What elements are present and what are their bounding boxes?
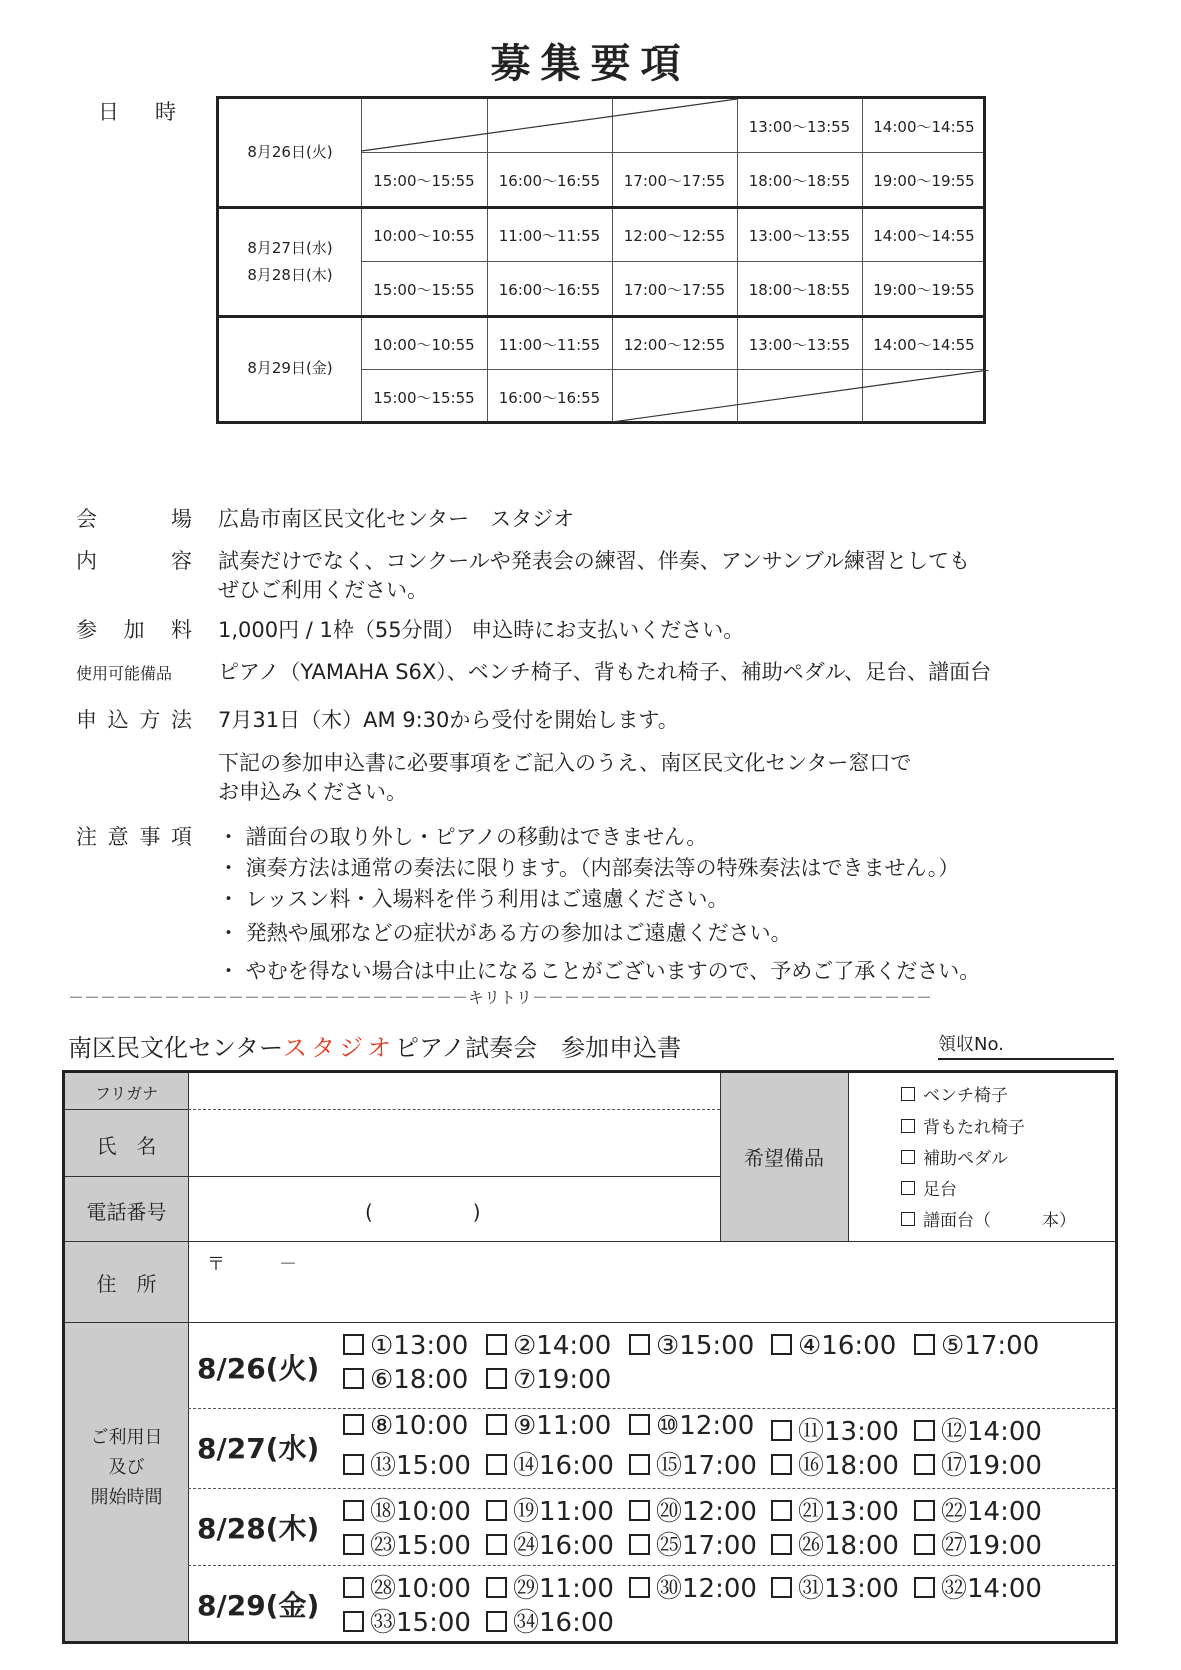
time-slot-option[interactable] xyxy=(629,1411,754,1441)
time-slot-label: ③15:00 xyxy=(656,1331,755,1361)
checkbox-icon[interactable] xyxy=(629,1334,650,1355)
checkbox-icon[interactable] xyxy=(343,1368,364,1389)
equipment-option[interactable] xyxy=(901,1144,1008,1169)
time-slot: 10:00〜10:55 xyxy=(373,336,475,354)
time-slot-option[interactable] xyxy=(771,1411,899,1448)
name-input[interactable] xyxy=(189,1110,719,1175)
equipment-request-label: 希望備品 xyxy=(744,1146,824,1170)
time-slot-label: ㉙11:00 xyxy=(513,1574,614,1604)
time-slot: 11:00〜11:55 xyxy=(498,227,601,245)
time-slot-label: ⑱10:00 xyxy=(370,1497,471,1527)
form-title-highlight: スタジオ xyxy=(283,1034,396,1062)
time-slot-label: ⑦19:00 xyxy=(513,1365,612,1395)
checkbox-icon[interactable] xyxy=(771,1454,792,1475)
checkbox-icon[interactable] xyxy=(343,1534,364,1555)
time-slot-label: ㉕17:00 xyxy=(656,1531,757,1561)
divider xyxy=(65,1322,1115,1323)
divider xyxy=(188,1408,1115,1409)
note-item: ・ 譜面台の取り外し・ピアノの移動はできません。 xyxy=(218,825,708,849)
receipt-number-field[interactable]: 領収No. xyxy=(938,1030,1114,1060)
time-slot-option[interactable] xyxy=(343,1525,471,1562)
time-slot: 16:00〜16:55 xyxy=(498,172,601,190)
checkbox-icon[interactable] xyxy=(901,1181,915,1195)
checkbox-icon[interactable] xyxy=(771,1577,792,1598)
time-slot: 15:00〜15:55 xyxy=(373,172,475,190)
form-day-label: 8/27(水) xyxy=(197,1432,320,1465)
checkbox-icon[interactable] xyxy=(771,1334,792,1355)
schedule-date: 8月27日(水) xyxy=(247,239,333,257)
time-slot: 17:00〜17:55 xyxy=(623,281,726,299)
checkbox-icon[interactable] xyxy=(486,1577,507,1598)
checkbox-icon[interactable] xyxy=(629,1454,650,1475)
time-slot-label: ⑬15:00 xyxy=(370,1451,471,1481)
checkbox-icon[interactable] xyxy=(771,1534,792,1555)
time-slot-label: ⑫14:00 xyxy=(941,1417,1042,1447)
time-slot: 19:00〜19:55 xyxy=(873,172,975,190)
schedule-table xyxy=(216,96,986,424)
time-slot-option[interactable] xyxy=(343,1411,468,1441)
time-slot-option[interactable] xyxy=(771,1445,899,1482)
time-slot: 16:00〜16:55 xyxy=(498,281,601,299)
time-slot: 18:00〜18:55 xyxy=(748,172,851,190)
checkbox-icon[interactable] xyxy=(486,1368,507,1389)
time-slot: 17:00〜17:55 xyxy=(623,172,726,190)
time-slot: 12:00〜12:55 xyxy=(623,336,726,354)
equipment-option-label: 補助ペダル xyxy=(923,1149,1008,1169)
equipment-label: 使用可能備品 xyxy=(76,664,173,683)
time-slot-option[interactable] xyxy=(771,1525,899,1562)
time-slot: 14:00〜14:55 xyxy=(873,118,975,136)
time-slot-option[interactable] xyxy=(914,1445,1042,1482)
page-title: 募集要項 xyxy=(490,41,691,87)
time-slot-label: ⑰19:00 xyxy=(941,1451,1042,1481)
checkbox-icon[interactable] xyxy=(343,1414,364,1435)
time-slot-label: ㉚12:00 xyxy=(656,1574,757,1604)
time-slot-label: ⑨11:00 xyxy=(513,1411,612,1441)
checkbox-icon[interactable] xyxy=(914,1577,935,1598)
equipment-option[interactable] xyxy=(901,1113,1025,1138)
time-slot: 10:00〜10:55 xyxy=(373,227,475,245)
time-slot-option[interactable] xyxy=(771,1568,899,1605)
time-slot: 12:00〜12:55 xyxy=(623,227,726,245)
checkbox-icon[interactable] xyxy=(343,1500,364,1521)
equipment-option[interactable] xyxy=(901,1175,957,1200)
checkbox-icon[interactable] xyxy=(343,1334,364,1355)
form-day-label: 8/26(火) xyxy=(197,1352,320,1385)
time-slot-label: ⑧10:00 xyxy=(370,1411,469,1441)
time-slot-option[interactable] xyxy=(343,1602,471,1639)
time-slot-label: ㉒14:00 xyxy=(941,1497,1042,1527)
apply-value: 下記の参加申込書に必要事項をご記入のうえ、南区民文化センター窓口で xyxy=(218,751,912,775)
divider xyxy=(188,1565,1115,1566)
time-slot-option[interactable] xyxy=(914,1411,1042,1448)
time-slot-label: ㉞16:00 xyxy=(513,1608,614,1638)
content-label: 内 容 xyxy=(76,549,192,573)
application-form xyxy=(62,1070,1118,1644)
time-slot-label: ⑲11:00 xyxy=(513,1497,614,1527)
time-slot: 13:00〜13:55 xyxy=(748,118,851,136)
time-slot: 15:00〜15:55 xyxy=(373,281,475,299)
name-label: 氏 名 xyxy=(96,1134,157,1158)
time-slot: 13:00〜13:55 xyxy=(748,227,851,245)
time-slot: 14:00〜14:55 xyxy=(873,336,975,354)
time-slot-option[interactable] xyxy=(343,1568,471,1605)
phone-label: 電話番号 xyxy=(86,1200,167,1224)
checkbox-icon[interactable] xyxy=(901,1150,915,1164)
time-slot: 11:00〜11:55 xyxy=(498,336,601,354)
checkbox-icon[interactable] xyxy=(629,1534,650,1555)
checkbox-icon[interactable] xyxy=(901,1119,915,1133)
apply-value: 7月31日（木）AM 9:30から受付を開始します。 xyxy=(218,708,679,732)
divider xyxy=(848,1073,849,1241)
checkbox-icon[interactable] xyxy=(343,1577,364,1598)
time-slot: 13:00〜13:55 xyxy=(748,336,851,354)
time-slot-label: ㉛13:00 xyxy=(798,1574,899,1604)
time-slot-label: ⑥18:00 xyxy=(370,1365,469,1395)
time-slot-option[interactable] xyxy=(343,1331,468,1361)
cut-line: －－－－－－－－－－－－－－－－－－－－－－－－－キリトリ－－－－－－－－－－－－－－－－－－－－－－－－－ xyxy=(68,988,933,1007)
time-slot-option[interactable] xyxy=(486,1525,614,1562)
checkbox-icon[interactable] xyxy=(629,1500,650,1521)
row-divider xyxy=(219,315,983,318)
form-title-part: 南区民文化センター xyxy=(68,1034,284,1062)
time-slot-label: ㉗19:00 xyxy=(941,1531,1042,1561)
checkbox-icon[interactable] xyxy=(629,1414,650,1435)
phone-paren: ( ) xyxy=(365,1200,481,1224)
checkbox-icon[interactable] xyxy=(771,1500,792,1521)
time-slot-option[interactable] xyxy=(914,1491,1042,1528)
checkbox-icon[interactable] xyxy=(486,1534,507,1555)
time-slot-label: ⑤17:00 xyxy=(941,1331,1040,1361)
equipment-value: ピアノ（YAMAHA S6X）、ベンチ椅子、背もたれ椅子、補助ペダル、足台、譜面台 xyxy=(218,660,992,684)
time-slot-option[interactable] xyxy=(343,1445,471,1482)
time-slot-option[interactable] xyxy=(343,1491,471,1528)
time-slot-label: ①13:00 xyxy=(370,1331,469,1361)
time-slot-label: ㉔16:00 xyxy=(513,1531,614,1561)
time-slot-option[interactable] xyxy=(486,1491,614,1528)
time-slot-option[interactable] xyxy=(629,1568,757,1605)
postal-code: 〒 － xyxy=(207,1254,297,1275)
time-slot-option[interactable] xyxy=(486,1331,611,1361)
equipment-option[interactable] xyxy=(901,1081,1008,1106)
dates-label: ご利用日 xyxy=(90,1427,163,1448)
checkbox-icon[interactable] xyxy=(771,1420,792,1441)
row-divider xyxy=(361,261,983,262)
form-title-part: ピアノ試奏会 参加申込書 xyxy=(395,1034,682,1062)
time-slot-label: ㉜14:00 xyxy=(941,1574,1042,1604)
equipment-option-label: ベンチ椅子 xyxy=(923,1086,1008,1106)
dates-label: 開始時間 xyxy=(90,1487,163,1508)
note-item: ・ やむを得ない場合は中止になることがございますので、予めご了承ください。 xyxy=(218,959,981,983)
time-slot-label: ⑩12:00 xyxy=(656,1411,755,1441)
address-input[interactable] xyxy=(189,1242,1115,1321)
time-slot: 19:00〜19:55 xyxy=(873,281,975,299)
fee-label: 参加料 xyxy=(76,618,192,642)
checkbox-icon[interactable] xyxy=(914,1500,935,1521)
time-slot: 18:00〜18:55 xyxy=(748,281,851,299)
time-slot-label: ⑳12:00 xyxy=(656,1497,757,1527)
time-slot-label: ⑮17:00 xyxy=(656,1451,757,1481)
time-slot-option[interactable] xyxy=(629,1331,754,1361)
time-slot-option[interactable] xyxy=(914,1525,1042,1562)
row-divider xyxy=(219,206,983,209)
apply-value: お申込みください。 xyxy=(218,780,407,804)
time-slot-option[interactable] xyxy=(486,1411,611,1441)
time-slot-option[interactable] xyxy=(914,1568,1042,1605)
time-slot-label: ⑪13:00 xyxy=(798,1417,899,1447)
time-slot: 14:00〜14:55 xyxy=(873,227,975,245)
checkbox-icon[interactable] xyxy=(486,1454,507,1475)
checkbox-icon[interactable] xyxy=(914,1420,935,1441)
checkbox-icon[interactable] xyxy=(901,1212,915,1226)
form-title xyxy=(68,1028,681,1063)
time-slot-label: ②14:00 xyxy=(513,1331,612,1361)
time-slot-option[interactable] xyxy=(486,1365,611,1395)
time-slot-label: ㉖18:00 xyxy=(798,1531,899,1561)
time-slot-option[interactable] xyxy=(771,1491,899,1528)
checkbox-icon[interactable] xyxy=(343,1454,364,1475)
time-slot-label: ④16:00 xyxy=(798,1331,897,1361)
time-slot-option[interactable] xyxy=(486,1602,614,1639)
checkbox-icon[interactable] xyxy=(486,1500,507,1521)
checkbox-icon[interactable] xyxy=(914,1534,935,1555)
time-slot-option[interactable] xyxy=(629,1445,757,1482)
blank-slot-diagonal xyxy=(612,370,989,424)
checkbox-icon[interactable] xyxy=(486,1414,507,1435)
time-slot-label: ㉘10:00 xyxy=(370,1574,471,1604)
checkbox-icon[interactable] xyxy=(486,1611,507,1632)
content-value: ぜひご利用ください。 xyxy=(218,578,428,602)
venue-value: 広島市南区民文化センター スタジオ xyxy=(218,507,575,531)
note-item: ・ 演奏方法は通常の奏法に限ります。（内部奏法等の特殊奏法はできません。） xyxy=(218,856,960,880)
form-day-label: 8/28(木) xyxy=(197,1512,320,1545)
checkbox-icon[interactable] xyxy=(343,1611,364,1632)
divider xyxy=(188,1488,1115,1489)
time-slot: 15:00〜15:55 xyxy=(373,389,475,407)
venue-label: 会 場 xyxy=(76,507,192,531)
time-slot-option[interactable] xyxy=(486,1445,614,1482)
divider xyxy=(65,1109,188,1110)
time-slot-option[interactable] xyxy=(914,1331,1039,1361)
time-slot-option[interactable] xyxy=(629,1491,757,1528)
checkbox-icon[interactable] xyxy=(629,1577,650,1598)
notes-label: 注意事項 xyxy=(76,825,192,849)
time-slot-label: ㉑13:00 xyxy=(798,1497,899,1527)
time-slot-label: ㉝15:00 xyxy=(370,1608,471,1638)
time-slot-option[interactable] xyxy=(629,1525,757,1562)
time-slot-option[interactable] xyxy=(771,1331,896,1361)
equipment-option-label: 背もたれ椅子 xyxy=(923,1118,1025,1138)
schedule-date: 8月29日(金) xyxy=(247,359,333,377)
content-value: 試奏だけでなく、コンクールや発表会の練習、伴奏、アンサンブル練習としても xyxy=(218,549,971,573)
apply-label: 申込方法 xyxy=(76,708,192,732)
checkbox-icon[interactable] xyxy=(914,1334,935,1355)
checkbox-icon[interactable] xyxy=(901,1087,915,1101)
furigana-label: フリガナ xyxy=(94,1084,159,1103)
schedule-date: 8月26日(火) xyxy=(247,143,333,161)
checkbox-icon[interactable] xyxy=(486,1334,507,1355)
time-slot-label: ⑯18:00 xyxy=(798,1451,899,1481)
address-label: 住 所 xyxy=(96,1272,157,1296)
time-slot-label: ⑭16:00 xyxy=(513,1451,614,1481)
note-item: ・ 発熱や風邪などの症状がある方の参加はご遠慮ください。 xyxy=(218,921,792,945)
time-slot-option[interactable] xyxy=(343,1365,468,1395)
time-slot: 16:00〜16:55 xyxy=(498,389,601,407)
note-item: ・ レッスン料・入場料を伴う利用はご遠慮ください。 xyxy=(218,887,729,911)
equipment-option-label: 譜面台（ 本） xyxy=(923,1211,1076,1231)
blank-slot-diagonal xyxy=(361,99,737,153)
form-day-label: 8/29(金) xyxy=(197,1589,320,1622)
time-slot-option[interactable] xyxy=(486,1568,614,1605)
equipment-option[interactable] xyxy=(901,1206,1076,1231)
schedule-date: 8月28日(木) xyxy=(247,266,333,284)
equipment-option-label: 足台 xyxy=(923,1180,957,1200)
dates-label: 及び xyxy=(108,1457,145,1478)
checkbox-icon[interactable] xyxy=(914,1454,935,1475)
furigana-input[interactable] xyxy=(189,1073,719,1108)
fee-value: 1,000円 / 1枠（55分間） 申込時にお支払いください。 xyxy=(218,618,745,642)
time-slot-label: ㉓15:00 xyxy=(370,1531,471,1561)
schedule-label: 日時 xyxy=(98,100,212,124)
